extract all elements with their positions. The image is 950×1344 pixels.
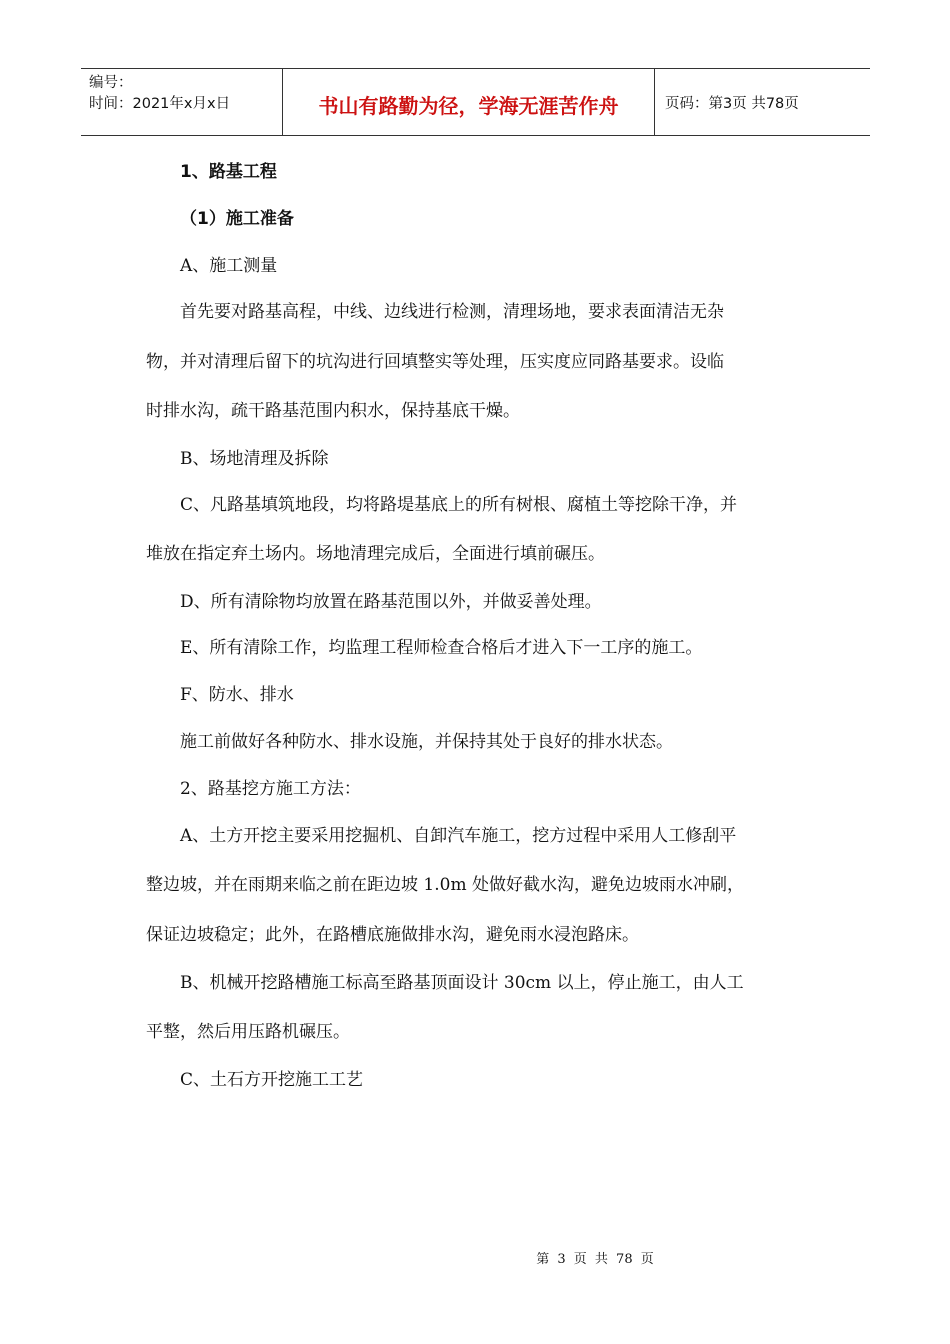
item-heading-b: B、场地清理及拆除 <box>180 449 329 469</box>
document-date: 时间：2021年x月x日 <box>89 96 231 112</box>
paragraph-line: 施工前做好各种防水、排水设施，并保持其处于良好的排水状态。 <box>180 732 673 752</box>
header-page-info: 页码：第3页 共78页 <box>665 95 799 112</box>
paragraph-line: 整边坡，并在雨期来临之前在距边坡 1.0m 处做好截水沟，避免边坡雨水冲刷， <box>146 875 744 895</box>
paragraph-line: 平整，然后用压路机碾压。 <box>146 1022 350 1042</box>
paragraph-line: 时排水沟，疏干路基范围内积水，保持基底干燥。 <box>146 401 520 421</box>
item-e: E、所有清除工作，均监理工程师检查合格后才进入下一工序的施工。 <box>180 638 703 658</box>
item-heading-c2: C、土石方开挖施工工艺 <box>180 1070 364 1090</box>
document-number-label: 编号： <box>89 75 133 91</box>
paragraph-line: 首先要对路基高程，中线、边线进行检测，清理场地，要求表面清洁无杂 <box>180 302 724 322</box>
page-header <box>81 68 870 136</box>
paragraph-line: C、凡路基填筑地段，均将路堤基底上的所有树根、腐植土等挖除干净，并 <box>180 495 738 515</box>
section-heading-1: 1、路基工程 <box>180 162 277 182</box>
header-motto: 书山有路勤为径，学海无涯苦作舟 <box>282 69 655 135</box>
page-footer: 第 3 页 共 78 页 <box>536 1252 654 1267</box>
paragraph-line: 物，并对清理后留下的坑沟进行回填整实等处理，压实度应同路基要求。设临 <box>146 352 724 372</box>
paragraph-line: B、机械开挖路槽施工标高至路基顶面设计 30cm 以上，停止施工，由人工 <box>180 973 744 993</box>
section-heading-2: 2、路基挖方施工方法： <box>180 779 361 799</box>
subsection-heading: （1）施工准备 <box>180 209 294 229</box>
item-heading-f: F、防水、排水 <box>180 685 294 705</box>
paragraph-line: 保证边坡稳定；此外，在路槽底施做排水沟，避免雨水浸泡路床。 <box>146 925 639 945</box>
item-d: D、所有清除物均放置在路基范围以外，并做妥善处理。 <box>180 592 602 612</box>
header-meta <box>81 69 282 135</box>
paragraph-line: A、土方开挖主要采用挖掘机、自卸汽车施工，挖方过程中采用人工修刮平 <box>180 826 737 846</box>
paragraph-line: 堆放在指定弃土场内。场地清理完成后，全面进行填前碾压。 <box>146 544 605 564</box>
item-heading-a: A、施工测量 <box>180 256 278 276</box>
